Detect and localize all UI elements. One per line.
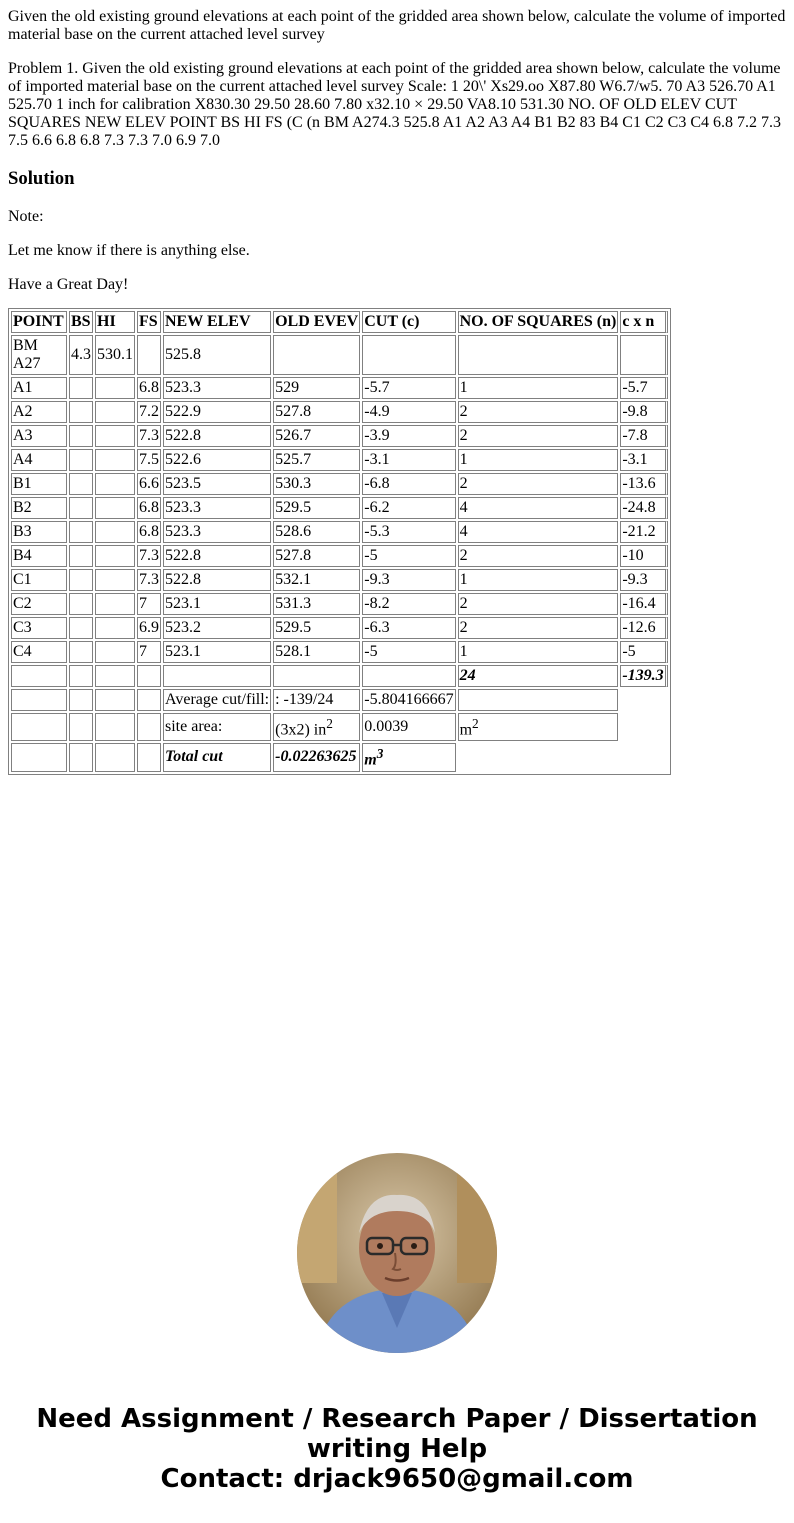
table-cell: 527.8 [273,401,360,423]
table-cell: 523.1 [163,593,271,615]
table-cell [95,569,135,591]
promo-contact: Contact: drjack9650@gmail.com [160,1464,634,1494]
header-cell: CUT (c) [362,311,455,333]
table-cell [95,593,135,615]
table-cell: -12.6 [620,617,667,639]
table-cell: A4 [11,449,67,471]
site-area-value: 0.0039 [362,713,455,741]
table-cell: -9.3 [362,569,455,591]
table-cell [69,425,93,447]
table-row [11,401,668,423]
total-cut-value: -0.02263625 [273,743,360,771]
table-cell: -9.8 [620,401,667,423]
table-cell: -3.9 [362,425,455,447]
table-row [11,377,668,399]
table-cell: C2 [11,593,67,615]
table-cell [69,617,93,639]
table-row [11,473,668,495]
solution-heading: Solution [8,168,75,189]
table-cell: 7.5 [137,449,161,471]
table-row [11,569,668,591]
table-cell: 526.7 [273,425,360,447]
table-cell: 529.5 [273,617,360,639]
table-cell: -7.8 [620,425,667,447]
table-cell [95,377,135,399]
table-cell: 523.3 [163,521,271,543]
table-cell [69,743,93,771]
table-cell: 2 [458,593,619,615]
closing-text-2: Have a Great Day! [8,276,129,293]
table-row [11,335,668,375]
table-cell: A2 [11,401,67,423]
table-cell [273,335,360,375]
table-cell: 7.2 [137,401,161,423]
table-cell [95,473,135,495]
table-cell: -24.8 [620,497,667,519]
table-cell [11,743,67,771]
table-cell: 522.6 [163,449,271,471]
table-cell: 7 [137,593,161,615]
table-cell [11,665,67,687]
table-row [11,521,668,543]
table-cell: -21.2 [620,521,667,543]
table-cell: B1 [11,473,67,495]
table-cell: C3 [11,617,67,639]
question-title: Given the old existing ground elevations at each point of the gridded area shown below, calculate the volume of imported material base on the current attached level survey [8,8,786,43]
header-cell: FS [137,311,161,333]
average-value: -5.804166667 [362,689,455,711]
table-row [11,425,668,447]
table-cell: 523.1 [163,641,271,663]
table-cell [95,425,135,447]
table-cell [69,641,93,663]
header-cell: BS [69,311,93,333]
table-cell: 522.8 [163,425,271,447]
table-cell: -16.4 [620,593,667,615]
average-label: Average cut/fill: [163,689,271,711]
table-cell: B4 [11,545,67,567]
table-cell [137,689,161,711]
table-cell [95,401,135,423]
table-cell [69,473,93,495]
average-row [11,689,668,711]
table-cell: 4.3 [69,335,93,375]
table-cell [362,665,455,687]
table-cell: B2 [11,497,67,519]
table-cell: -4.9 [362,401,455,423]
table-cell: -3.1 [362,449,455,471]
table-cell: 525.8 [163,335,271,375]
table-cell [69,449,93,471]
table-cell [362,335,455,375]
table-cell [69,497,93,519]
table-cell: C1 [11,569,67,591]
table-cell [11,713,67,741]
table-row [11,641,668,663]
table-cell [273,665,360,687]
table-row [11,593,668,615]
table-cell: 7.3 [137,425,161,447]
table-cell: -5 [362,641,455,663]
table-cell [458,689,619,711]
table-cell: 532.1 [273,569,360,591]
table-cell: 1 [458,449,619,471]
table-cell: 522.8 [163,545,271,567]
table-header-row [11,311,668,333]
header-cell: NO. OF SQUARES (n) [458,311,619,333]
table-cell [69,377,93,399]
table-cell [69,569,93,591]
table-cell [69,665,93,687]
table-cell: 2 [458,545,619,567]
total-cxn: -139.3 [620,665,667,687]
total-squares: 24 [458,665,619,687]
note-text: Note: [8,208,44,225]
table-cell: 4 [458,497,619,519]
table-cell [69,713,93,741]
header-cell: NEW ELEV [163,311,271,333]
problem-text: Problem 1. Given the old existing ground elevations at each point of the gridded area shown below, calculate the volume of imported material base on the current attached level survey Scale: 1 20\' Xs29.oo X87.80 W6.7/w5. 70 A3 526.70 A1 525.70 1 inch for calibration X830.30 29.50 28.60 7.80 x32.10 × 29.50 VA8.10 531.30 NO. OF OLD ELEV CUT SQUARES NEW ELEV POINT BS HI FS (C (n BM A274.3 525.8 A1 A2 A3 A4 B1 B2 83 B4 C1 C2 C3 C4 6.8 7.2 7.3 7.5 6.6 6.8 6.8 7.3 7.3 7.0 6.9 7.0 [8,60,781,149]
header-cell: OLD EVEV [273,311,360,333]
table-cell [95,497,135,519]
table-cell: 1 [458,569,619,591]
table-cell [137,743,161,771]
table-cell [95,641,135,663]
table-row [11,545,668,567]
table-cell: 6.6 [137,473,161,495]
table-cell: -3.1 [620,449,667,471]
promo-line-2: writing Help [306,1434,488,1464]
total-cut-label: Total cut [163,743,271,771]
table-cell: -5 [620,641,667,663]
table-cell: -6.8 [362,473,455,495]
header-cell: POINT [11,311,67,333]
table-cell: -10 [620,545,667,567]
table-cell: A3 [11,425,67,447]
table-cell [69,593,93,615]
table-cell: 530.3 [273,473,360,495]
table-cell: -6.2 [362,497,455,519]
promo-line-1: Need Assignment / Research Paper / Dissertation [36,1404,758,1434]
table-cell [95,665,135,687]
table-cell: 2 [458,473,619,495]
promo-banner [0,1404,794,1494]
closing-text-1: Let me know if there is anything else. [8,242,250,259]
table-cell: C4 [11,641,67,663]
table-cell [69,401,93,423]
table-cell: 530.1 [95,335,135,375]
table-cell: 527.8 [273,545,360,567]
table-cell: B3 [11,521,67,543]
table-cell: 6.9 [137,617,161,639]
table-cell [69,545,93,567]
table-cell: 4 [458,521,619,543]
table-cell: 1 [458,641,619,663]
table-cell: 523.3 [163,497,271,519]
table-cell [95,713,135,741]
header-cell: HI [95,311,135,333]
table-cell [11,689,67,711]
table-cell [458,335,619,375]
table-row [11,617,668,639]
table-cell: 529.5 [273,497,360,519]
table-cell [95,617,135,639]
total-cut-row [11,743,668,771]
table-cell [620,335,667,375]
table-cell: 525.7 [273,449,360,471]
table-cell: -8.2 [362,593,455,615]
table-total-row [11,665,668,687]
table-cell: A1 [11,377,67,399]
table-cell: 528.6 [273,521,360,543]
table-cell [95,545,135,567]
header-cell: c x n [620,311,667,333]
table-cell: 522.9 [163,401,271,423]
table-cell: BM A27 [11,335,67,375]
table-cell: 2 [458,401,619,423]
table-cell: 523.5 [163,473,271,495]
table-row [11,497,668,519]
average-expression: : -139/24 [273,689,360,711]
total-cut-unit: $m^3$ [362,743,455,771]
table-cell: 1 [458,377,619,399]
table-cell [95,449,135,471]
level-survey-table [8,308,671,775]
author-avatar [297,1153,497,1353]
table-cell [69,689,93,711]
table-cell: 523.2 [163,617,271,639]
table-cell: 6.8 [137,497,161,519]
table-cell: 2 [458,617,619,639]
table-cell: -6.3 [362,617,455,639]
table-cell [69,521,93,543]
table-cell: -5.3 [362,521,455,543]
table-cell: 2 [458,425,619,447]
table-cell: -5.7 [362,377,455,399]
table-cell: 523.3 [163,377,271,399]
table-cell: -5 [362,545,455,567]
table-cell: 531.3 [273,593,360,615]
table-cell: -9.3 [620,569,667,591]
table-cell: 7.3 [137,545,161,567]
table-cell [95,521,135,543]
site-area-expression: (3x2) $in^2$ [273,713,360,741]
table-row [11,449,668,471]
table-cell [95,689,135,711]
table-cell: 7 [137,641,161,663]
table-cell: 528.1 [273,641,360,663]
table-cell: -13.6 [620,473,667,495]
site-area-row [11,713,668,741]
table-cell: 529 [273,377,360,399]
table-cell: 522.8 [163,569,271,591]
site-area-label: site area: [163,713,271,741]
table-cell: -5.7 [620,377,667,399]
table-cell [137,713,161,741]
table-cell [163,665,271,687]
site-area-unit: $m^2$ [458,713,619,741]
table-cell: 7.3 [137,569,161,591]
table-cell [137,665,161,687]
table-cell: 6.8 [137,377,161,399]
table-cell [95,743,135,771]
table-cell: 6.8 [137,521,161,543]
table-cell [137,335,161,375]
